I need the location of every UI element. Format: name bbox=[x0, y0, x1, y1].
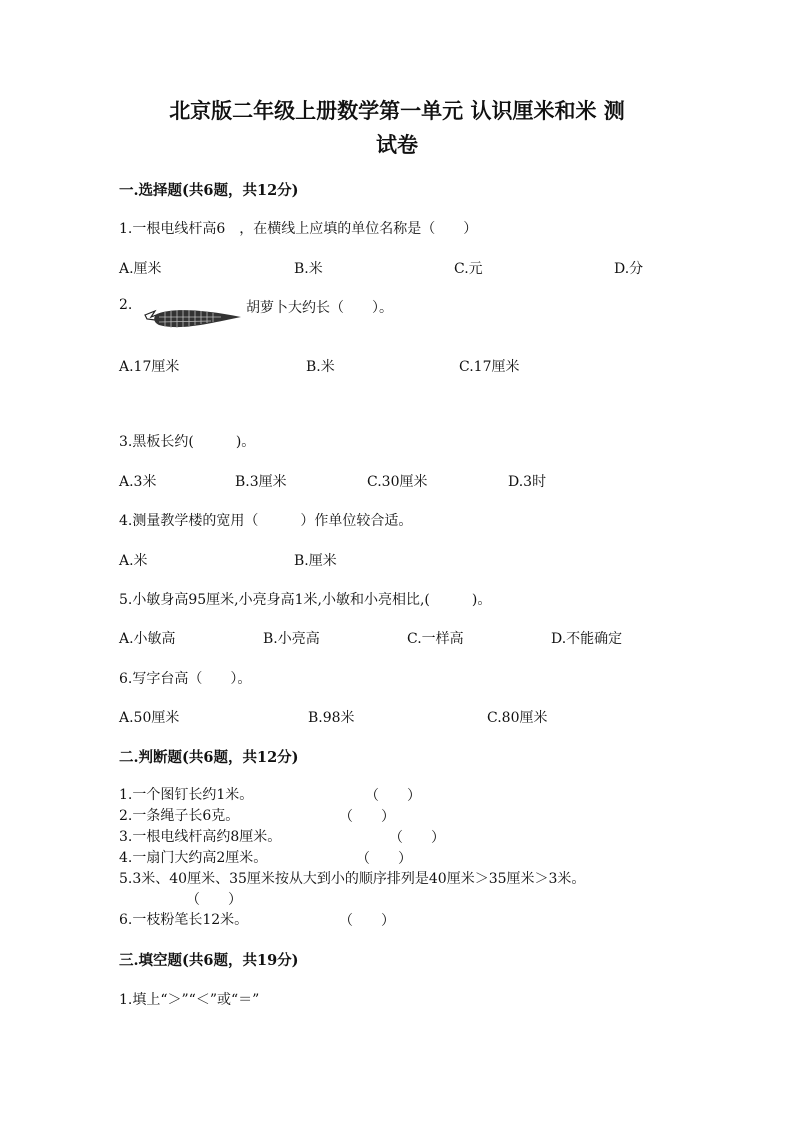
q2-option-c: C.17厘米 bbox=[459, 359, 520, 375]
question-2-text: 胡萝卜大约长（ ）。 bbox=[246, 300, 393, 316]
title-line-1: 北京版二年级上册数学第一单元 认识厘米和米 测 bbox=[169, 98, 625, 123]
q5-option-d: D.不能确定 bbox=[551, 631, 623, 647]
question-3-text: 3.黑板长约( )。 bbox=[119, 434, 256, 450]
question-5-text: 5.小敏身高95厘米,小亮身高1米,小敏和小亮相比,( )。 bbox=[119, 592, 492, 608]
judge-item-6: 6.一枝粉笔长12米。 bbox=[119, 912, 249, 928]
section-heading-choice: 一.选择题(共6题，共12分) bbox=[119, 182, 299, 199]
judge-item-4: 4.一扇门大约高2厘米。 bbox=[119, 850, 268, 866]
q5-option-b: B.小亮高 bbox=[263, 631, 320, 647]
judge-item-2: 2.一条绳子长6克。 bbox=[119, 808, 240, 824]
q6-option-c: C.80厘米 bbox=[487, 710, 548, 726]
q1-option-b: B.米 bbox=[294, 261, 323, 277]
q1-option-c: C.元 bbox=[454, 261, 483, 277]
section-heading-judgement: 二.判断题(共6题，共12分) bbox=[119, 749, 299, 766]
q5-option-c: C.一样高 bbox=[407, 631, 464, 647]
judge-item-5: 5.3米、40厘米、35厘米按从大到小的顺序排列是40厘米＞35厘米＞3米。 bbox=[119, 871, 586, 887]
judge-item-5-answer-blank: （ ） bbox=[186, 892, 242, 908]
q4-option-a: A.米 bbox=[119, 553, 148, 569]
fill-question-1-text: 1.填上“＞”“＜”或“＝” bbox=[119, 992, 260, 1008]
judge-item-6-answer-blank: （ ） bbox=[339, 913, 395, 929]
section-heading-fill-blank: 三.填空题(共6题，共19分) bbox=[119, 952, 299, 969]
judge-item-3: 3.一根电线杆高约8厘米。 bbox=[119, 829, 282, 845]
question-6-text: 6.写字台高（ ）。 bbox=[119, 671, 252, 687]
judge-item-3-answer-blank: （ ） bbox=[389, 830, 445, 846]
q3-option-b: B.3厘米 bbox=[235, 474, 287, 490]
carrot-image bbox=[141, 305, 243, 333]
q5-option-a: A.小敏高 bbox=[119, 631, 176, 647]
judge-item-2-answer-blank: （ ） bbox=[339, 809, 395, 825]
question-4-text: 4.测量教学楼的宽用（ ）作单位较合适。 bbox=[119, 513, 413, 529]
q3-option-a: A.3米 bbox=[119, 474, 157, 490]
judge-item-1: 1.一个图钉长约1米。 bbox=[119, 787, 254, 803]
page-title bbox=[100, 94, 694, 162]
q6-option-a: A.50厘米 bbox=[119, 710, 180, 726]
question-1-text: 1.一根电线杆高6 ，在横线上应填的单位名称是（ ） bbox=[119, 221, 478, 237]
q2-option-b: B.米 bbox=[306, 359, 335, 375]
q3-option-d: D.3时 bbox=[508, 474, 547, 490]
q1-option-a: A.厘米 bbox=[119, 261, 162, 277]
q3-option-c: C.30厘米 bbox=[367, 474, 428, 490]
judge-item-4-answer-blank: （ ） bbox=[356, 851, 412, 867]
q6-option-b: B.98米 bbox=[308, 710, 355, 726]
q2-option-a: A.17厘米 bbox=[119, 359, 180, 375]
q4-option-b: B.厘米 bbox=[294, 553, 337, 569]
q1-option-d: D.分 bbox=[614, 261, 644, 277]
question-2-number: 2. bbox=[119, 297, 133, 313]
judge-item-1-answer-blank: （ ） bbox=[365, 788, 421, 804]
title-line-2: 试卷 bbox=[376, 132, 418, 157]
